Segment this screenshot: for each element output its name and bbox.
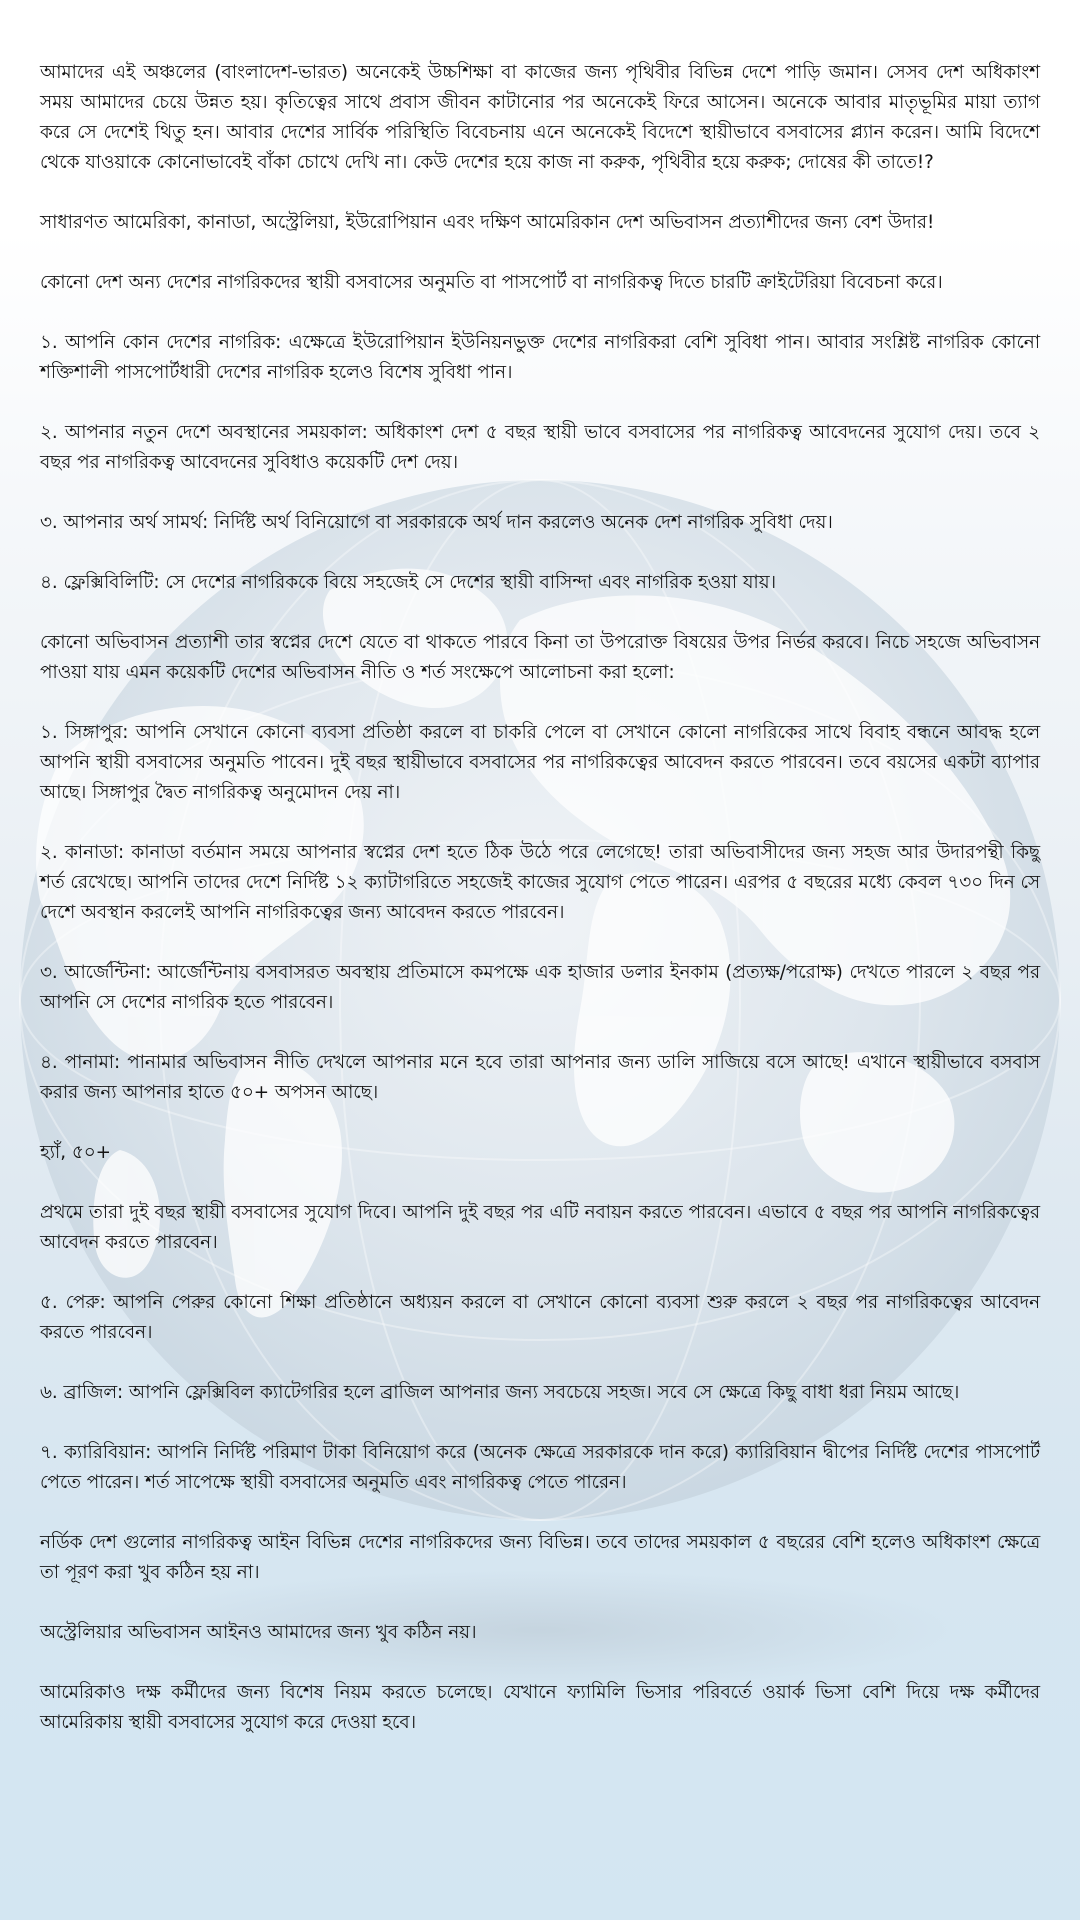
country-argentina: ৩. আর্জেন্টিনা: আর্জেন্টিনায় বসবাসরত অবস্থায় প্রতিমাসে কমপক্ষে এক হাজার ডলার ইনকাম (প্রত্যক্ষ/পরোক্ষ) দেখতে পারলে ২ বছর পর আপনি সে দেশের নাগরিক হতে পারবেন। <box>40 962 1040 1013</box>
paragraph-america: আমেরিকাও দক্ষ কর্মীদের জন্য বিশেষ নিয়ম করতে চলেছে। যেখানে ফ্যামিলি ভিসার পরিবর্তে ওয়ার্ক ভিসা বেশি দিয়ে দক্ষ কর্মীদের আমেরিকায় স্থায়ী বসবাসের সুযোগ করে দেওয়া হবে। <box>40 1682 1040 1733</box>
paragraph-countries-intro: কোনো অভিবাসন প্রত্যাশী তার স্বপ্নের দেশে যেতে বা থাকতে পারবে কিনা তা উপরোক্ত বিষয়ের উপর নির্ভর করবে। নিচে সহজে অভিবাসন পাওয়া যায় এমন কয়েকটি দেশের অভিবাসন নীতি ও শর্ত সংক্ষেপে আলোচনা করা হলো: <box>40 632 1040 683</box>
paragraph-nordic: নর্ডিক দেশ গুলোর নাগরিকত্ব আইন বিভিন্ন দেশের নাগরিকদের জন্য বিভিন্ন। তবে তাদের সময়কাল ৫ বছরের বেশি হলেও অধিকাংশ ক্ষেত্রে তা পূরণ করা খুব কঠিন হয় না। <box>40 1532 1040 1583</box>
criterion-3: ৩. আপনার অর্থ সামর্থ: নির্দিষ্ট অর্থ বিনিয়োগে বা সরকারকে অর্থ দান করলেও অনেক দেশ নাগরিক সুবিধা দেয়। <box>40 512 833 533</box>
paragraph-criteria-intro: কোনো দেশ অন্য দেশের নাগরিকদের স্থায়ী বসবাসের অনুমতি বা পাসপোর্ট বা নাগরিকত্ব দিতে চারটি ক্রাইটেরিয়া বিবেচনা করে। <box>40 272 943 293</box>
country-singapore: ১. সিঙ্গাপুর: আপনি সেখানে কোনো ব্যবসা প্রতিষ্ঠা করলে বা চাকরি পেলে বা সেখানে কোনো নাগরিকের সাথে বিবাহ বন্ধনে আবদ্ধ হলে আপনি স্থায়ী বসবাসের অনুমতি পাবেন। দুই বছর স্থায়ীভাবে বসবাসের পর নাগরিকত্বের আবেদন করতে পারবেন। তবে বয়সের একটা ব্যাপার আছে। সিঙ্গাপুর দ্বৈত নাগরিকত্ব অনুমোদন দেয় না। <box>40 722 1040 803</box>
country-peru: ৫. পেরু: আপনি পেরুর কোনো শিক্ষা প্রতিষ্ঠানে অধ্যয়ন করলে বা সেখানে কোনো ব্যবসা শুরু করলে ২ বছর পর নাগরিকত্বের আবেদন করতে পারবেন। <box>40 1292 1040 1343</box>
country-brazil: ৬. ব্রাজিল: আপনি ফ্লেক্সিবিল ক্যাটেগরির হলে ব্রাজিল আপনার জন্য সবচেয়ে সহজ। সবে সে ক্ষেত্রে কিছু বাধা ধরা নিয়ম আছে। <box>40 1382 960 1403</box>
criterion-1: ১. আপনি কোন দেশের নাগরিক: এক্ষেত্রে ইউরোপিয়ান ইউনিয়নভুক্ত দেশের নাগরিকরা বেশি সুবিধা পান। আবার সংশ্লিষ্ট নাগরিক কোনো শক্তিশালী পাসপোর্টধারী দেশের নাগরিক হলেও বিশেষ সুবিধা পান। <box>40 332 1040 383</box>
paragraph-generous-countries: সাধারণত আমেরিকা, কানাডা, অস্ট্রেলিয়া, ইউরোপিয়ান এবং দক্ষিণ আমেরিকান দেশ অভিবাসন প্রত্যাশীদের জন্য বেশ উদার! <box>40 212 935 233</box>
paragraph-intro: আমাদের এই অঞ্চলের (বাংলাদেশ-ভারত) অনেকেই উচ্চশিক্ষা বা কাজের জন্য পৃথিবীর বিভিন্ন দেশে পাড়ি জমান। সেসব দেশ অধিকাংশ সময় আমাদের চেয়ে উন্নত হয়। কৃতিত্বের সাথে প্রবাস জীবন কাটানোর পর অনেকেই ফিরে আসেন। অনেকে আবার মাতৃভূমির মায়া ত্যাগ করে সে দেশেই থিতু হন। আবার দেশের সার্বিক পরিস্থিতি বিবেচনায় এনে অনেকেই বিদেশে স্থায়ীভাবে বসবাসের প্ল্যান করেন। আমি বিদেশে থেকে যাওয়াকে কোনোভাবেই বাঁকা চোখে দেখি না। কেউ দেশের হয়ে কাজ না করুক, পৃথিবীর হয়ে করুক; দোষের কী তাতে!? <box>40 62 1040 173</box>
article-body <box>40 58 1040 1768</box>
country-canada: ২. কানাডা: কানাডা বর্তমান সময়ে আপনার স্বপ্নের দেশ হতে ঠিক উঠে পরে লেগেছে! তারা অভিবাসীদের জন্য সহজ আর উদারপন্থী কিছু শর্ত রেখেছে। আপনি তাদের দেশে নির্দিষ্ট ১২ ক্যাটাগরিতে সহজেই কাজের সুযোগ পেতে পারেন। এরপর ৫ বছরের মধ্যে কেবল ৭৩০ দিন সে দেশে অবস্থান করলেই আপনি নাগরিকত্বের জন্য আবেদন করতে পারবেন। <box>40 842 1040 923</box>
country-caribbean: ৭. ক্যারিবিয়ান: আপনি নির্দিষ্ট পরিমাণ টাকা বিনিয়োগ করে (অনেক ক্ষেত্রে সরকারকে দান করে) ক্যারিবিয়ান দ্বীপের নির্দিষ্ট দেশের পাসপোর্ট পেতে পারেন। শর্ত সাপেক্ষে স্থায়ী বসবাসের অনুমতি এবং নাগরিকত্ব পেতে পারেন। <box>40 1442 1040 1493</box>
criterion-2: ২. আপনার নতুন দেশে অবস্থানের সময়কাল: অধিকাংশ দেশ ৫ বছর স্থায়ী ভাবে বসবাসের পর নাগরিকত্ব আবেদনের সুযোগ দেয়। তবে ২ বছর পর নাগরিকত্ব আবেদনের সুবিধাও কয়েকটি দেশ দেয়। <box>40 422 1040 473</box>
criterion-4: ৪. ফ্লেক্সিবিলিটি: সে দেশের নাগরিককে বিয়ে সহজেই সে দেশের স্থায়ী বাসিন্দা এবং নাগরিক হওয়া যায়। <box>40 572 777 593</box>
paragraph-panama-50-plus: হ্যাঁ, ৫০+ <box>40 1142 111 1163</box>
paragraph-australia: অস্ট্রেলিয়ার অভিবাসন আইনও আমাদের জন্য খুব কঠিন নয়। <box>40 1622 477 1643</box>
paragraph-panama-details: প্রথমে তারা দুই বছর স্থায়ী বসবাসের সুযোগ দিবে। আপনি দুই বছর পর এটি নবায়ন করতে পারবেন। এভাবে ৫ বছর পর আপনি নাগরিকত্বের আবেদন করতে পারবেন। <box>40 1202 1040 1253</box>
country-panama: ৪. পানামা: পানামার অভিবাসন নীতি দেখলে আপনার মনে হবে তারা আপনার জন্য ডালি সাজিয়ে বসে আছে! এখানে স্থায়ীভাবে বসবাস করার জন্য আপনার হাতে ৫০+ অপসন আছে। <box>40 1052 1040 1103</box>
